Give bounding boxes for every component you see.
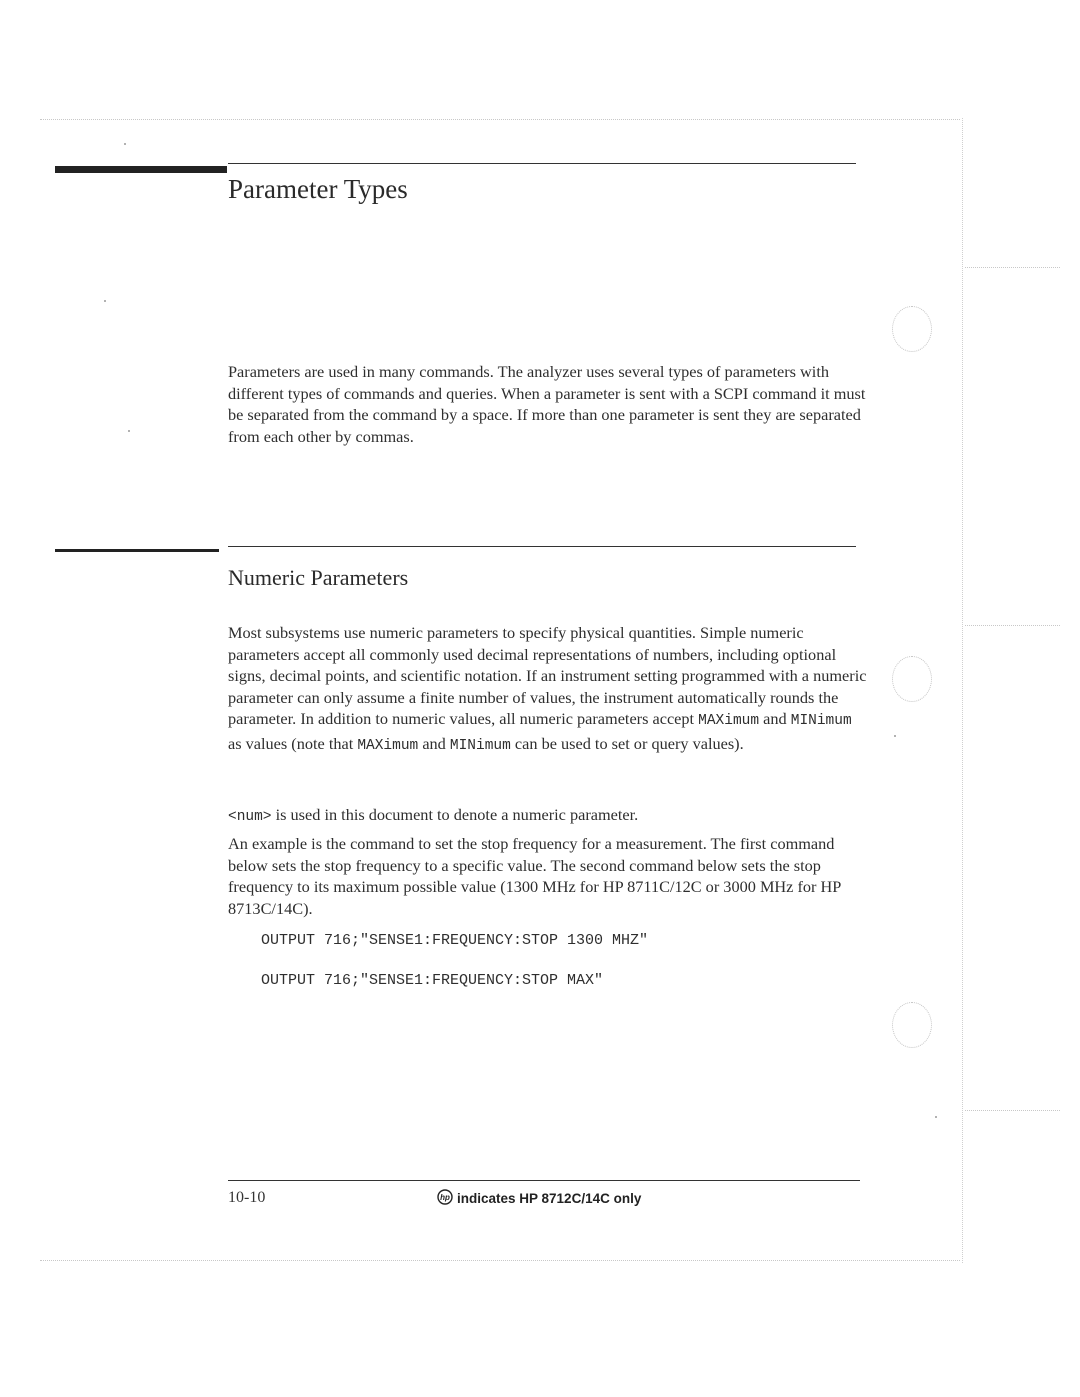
punch-hole-bottom: [892, 1002, 932, 1048]
numeric-paragraph-1: [228, 622, 868, 757]
numeric-paragraph-3: An example is the command to set the stop frequency for a measurement. The first command below sets the stop frequency to a specific value. The second command below sets the stop frequency to its maximum possible value (1300 MHz for HP 8711C/12C or 3000 MHz for HP 8713C/14C).: [228, 834, 841, 918]
section-rule: [228, 163, 856, 164]
scan-edge-right: [962, 118, 963, 1263]
scan-edge-top: [40, 119, 960, 120]
punch-hole-top: [892, 306, 932, 352]
subsection-heading: Numeric Parameters: [228, 565, 409, 590]
footer-rule: [228, 1180, 860, 1181]
tab-divider-2: [965, 625, 1060, 626]
tab-divider-1: [965, 267, 1060, 268]
num-token: <num>: [228, 809, 272, 825]
keyword-maximum-2: MAXimum: [357, 737, 419, 754]
subsection-marker-bar: [55, 549, 219, 552]
scan-speck: [104, 300, 106, 302]
keyword-minimum-2: MINimum: [449, 737, 511, 754]
footer-note-text: indicates HP 8712C/14C only: [457, 1191, 642, 1206]
subsection-rule: [228, 546, 856, 547]
conjunction-2: and: [422, 733, 446, 753]
scan-speck: [128, 430, 130, 432]
scan-speck: [894, 735, 896, 737]
numeric-paragraph-2: [228, 804, 868, 829]
section-marker-bar: [55, 166, 227, 173]
svg-text:hp: hp: [440, 1193, 450, 1202]
code-example-1: OUTPUT 716;"SENSE1:FREQUENCY:STOP 1300 MHZ": [261, 932, 649, 949]
keyword-maximum: MAXimum: [698, 713, 760, 729]
scan-speck: [124, 143, 126, 145]
conjunction: and: [763, 709, 787, 728]
keyword-minimum: MINimum: [790, 713, 852, 729]
punch-hole-middle: [892, 656, 932, 702]
scan-speck: [935, 1116, 937, 1118]
hp-logo-icon: [437, 1189, 453, 1208]
numeric-paragraph-2-text: is used in this document to denote a numeric parameter.: [275, 805, 639, 824]
scan-edge-bottom: [40, 1260, 960, 1261]
page-title: Parameter Types: [228, 174, 408, 204]
page-number: 10-10: [228, 1189, 266, 1206]
footer-note: [437, 1189, 641, 1208]
code-example-2: OUTPUT 716;"SENSE1:FREQUENCY:STOP MAX": [261, 972, 604, 989]
numeric-paragraph-1-text-a: Most subsystems use numeric parameters to specify physical quantities. Simple numeric parameters accept all commonly used decimal representations of numbers, including optional signs, decimal points, and scientific notation. If an instrument setting programmed with a numeric parameter can only assume a finite number of values, the instrument automatically rounds the parameter. In addition to numeric values, all numeric parameters accept: [228, 623, 867, 728]
tab-divider-3: [965, 1110, 1060, 1111]
intro-paragraph: Parameters are used in many commands. The analyzer uses several types of parameters with different types of commands and queries. When a parameter is sent with a SCPI command it must be separated from the command by a space. If more than one parameter is sent they are separated from each other by commas.: [228, 362, 866, 446]
numeric-paragraph-1-text-c: can be used to set or query values).: [514, 733, 744, 753]
numeric-paragraph-1-text-b: as values (note that: [228, 733, 354, 753]
